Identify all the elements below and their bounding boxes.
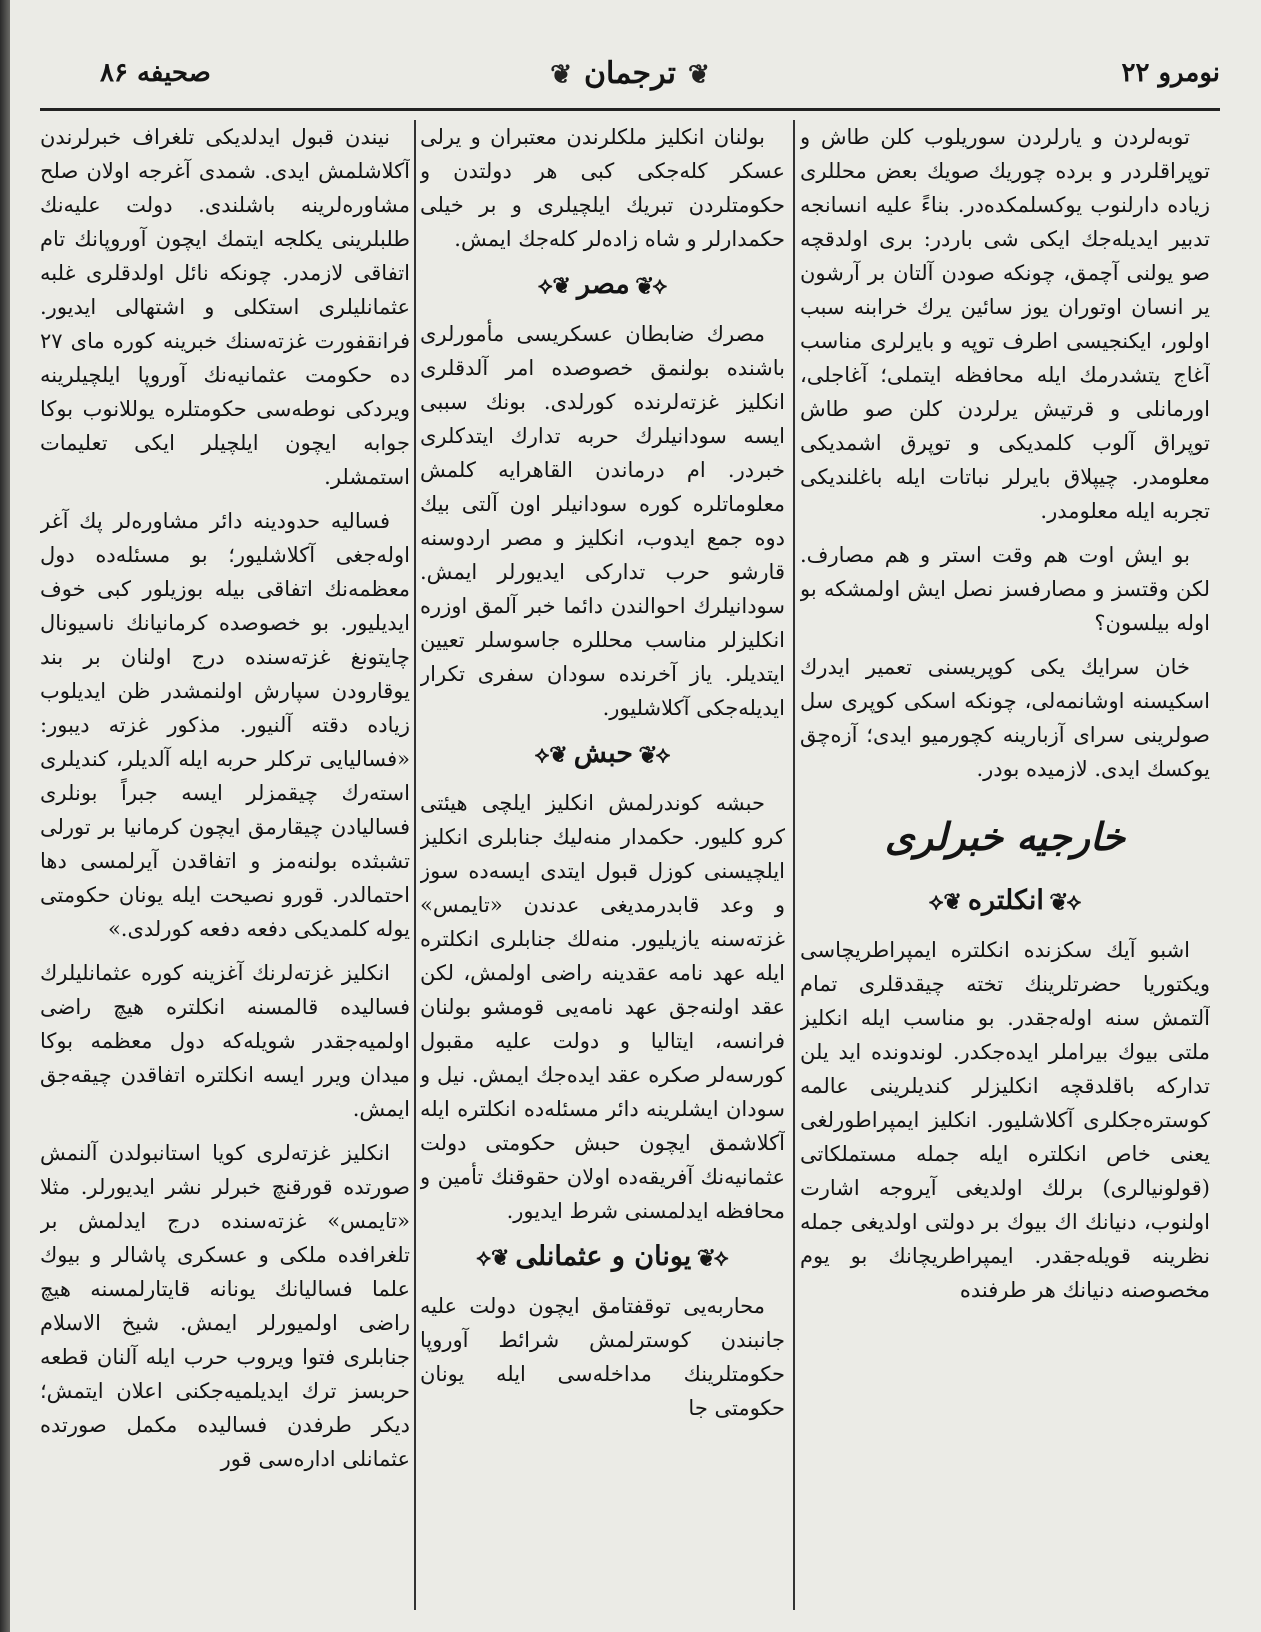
section-heading [420,1240,785,1275]
column-middle [420,120,785,1610]
section-heading [420,737,785,772]
article-paragraph: اشبو آيك سكزنده انكلتره ايمپراطريچاسى ويكتوريا حضرتلرينك تخته چيقدقلرى تمام آلتمش سنه اوله‌جقدر. بو مناسب ايله انكليز ملتى بيوك بيراملر ايده‌جكدر. لوندونده ايد يلن تداركه باقلدقچه انكليزلر كنديلرينى عالمه كوستره‌جكلرى آكلاشليور. انكليز ايمپراطورلغى يعنى خاص انكلتره ايله جمله مستملكاتى (قولونيالرى) برلك اولديغى آيروجه اشارت اولنوب، دنيانك اك بيوك بر دولتى اولديغى جمله نظرينه قويله‌جقدر. ايمپراطريچانك بو يوم مخصوصنه دنيانك هر طرفنده [800,938,1210,1302]
column-divider [414,120,416,1610]
ornament-icon: ❦ [687,60,710,90]
article-paragraph: توبه‌لردن و يارلردن سوريلوب كلن طاش و توپراقلردر و برده چوريك صويك بعض محللرى زياده دارلنوب يوكسلمكده‌در. بناءً عليه انسانجه تدبير ايديله‌جك ايكى شى باردر: برى اولدقچه صو يولنى آچمق، چونكه صودن آلتان بر آرشون ير انسان اوتوران يوز سائين يرك خرابنه سبب اولور، ايكنجيسى اطرف توپه و بايرلرى مناسب آغاج يتشدرمك ايله محافظه ايتملى؛ آغاجلى، اورمانلى و قرتيش يرلردن كلن صو طاش توپراق آلوب كلمديكى و توپرق اشمديكى معلومدر. چيپلاق بايرلر نباتات ايله باغلنديكى تجربه ايله معلومدر. [800,125,1210,523]
article-paragraph: مصرك ضابطان عسكريسى مأمورلرى باشنده بولنمق خصوصده امر آلدقلرى انكليز غزته‌لرنده كورلدى. بونك سببى ايسه سودانيلرك حربه تدارك ايتدكلرى خبردر. ام درماندن القاهرايه كلمش معلوماتلره كوره سودانيلر اون آلتى بيك دوه جمع ايدوب، انكليز و مصر اردوسنه قارشو حرب تداركى ايديورلر ايمش. سودانيلرك احوالندن دائما خبر آلمق اوزره انكليزلر مناسب محللره جاسوسلر تعيين ايتديلر. ياز آخرنده سودان سفرى تكرار ايديله‌جكى آكلاشليور. [420,322,785,720]
column-divider [793,120,795,1610]
ornament-icon: ❦⟡ [476,1245,510,1271]
column-left [40,120,410,1610]
section-heading-england: انكلتره [967,885,1044,916]
ornament-icon: ❦⟡ [534,742,568,768]
page-edge-shadow [0,0,10,1632]
article-paragraph: حبشه كوندرلمش انكليز ايلچى هيئتى كرو كليور. حكمدار منه‌ليك جنابلرى انكليز ايلچيسنى كوزل قبول ايتدى ايسه‌ده سوز و وعد قابدرمديغى عدندن «تايمس» غزته‌سنه يازيليور. منه‌لك جنابلرى انكلتره ايله عهد نامه عقدينه راضى اولمش، لكن عقد اولنه‌جق عهد نامه‌يى قومشو بولنان فرانسه، ايتاليا و دولت عليه مقبول كورسه‌لر صكره عقد ايده‌جك ايمش. نيل و سودان ايشلرينه دائر مسئله‌ده انكلتره ايله آكلاشمق ايچون حبش حكومتى دولت عثمانيه‌نك آفريقه‌ده اولان حقوقنك تأمين و محافظه ايدلمسنى شرط ايديور. [420,791,785,1223]
issue-number: نومرو ۲۲ [1121,58,1220,88]
ornament-icon: ❦ [550,60,573,90]
ornament-icon: ⟡❦ [638,742,671,768]
article-paragraph: محاربه‌يى توقفتامق ايچون دولت عليه جانبندن كوسترلمش شرائط آوروپا حكومتلرينك مداخله‌سى ايله يونان حكومتى جا [420,1294,785,1420]
foreign-news-heading: خارجيه خبرلرى [884,814,1126,859]
masthead [40,50,1220,110]
page-number: صحيفه ۸۶ [100,58,211,88]
article-paragraph: بو ايش اوت هم وقت استر و هم مصارف. لكن وقتسز و مصارفسز نصل ايش اولمشكه بو اوله بيلسون؟ [800,543,1210,635]
article-paragraph: انكليز غزته‌لرنك آغزينه كوره عثمانليلرك فساليده قالمسنه انكلتره هيچ راضى اولميه‌جقدر شويله‌كه دول معظمه بوكا ميدان ويرر ايسه انكلتره اتفاقدن چيقه‌جق ايمش. [40,961,410,1121]
section-heading-greece-ottoman: يونان و عثمانلى [515,1241,692,1272]
ornament-icon: ❦⟡ [537,273,571,299]
article-paragraph: انكليز غزته‌لرى كويا استانبولدن آلنمش صورتده قورقنچ خبرلر نشر ايديورلر. مثلا «تايمس» غزته‌سنده درج ايدلمش بر تلغرافده ملكى و عسكرى پاشالر و بيوك علما فساليانك يونانه قايتارلمسنه هيچ راضى اولميورلر ايمش. شيخ الاسلام جنابلرى فتوا ويروب حرب ايله آلنان قطعه حربسز ترك ايديلميه‌جكنى اعلان ايتمش؛ ديكر طرفدن فساليده مكمل صورتده عثمانلى اداره‌سى قور [40,1141,410,1471]
article-paragraph: بولنان انكليز ملكلرندن معتبران و يرلى عسكر كله‌جكى كبى هر دولتدن و حكومتلردن تبريك ايلچيلرى و بر خيلى حكمدارلر و شاه زاده‌لر كله‌جك ايمش. [420,125,785,251]
ornament-icon: ⟡❦ [697,1245,729,1271]
article-paragraph: فساليه حدودينه دائر مشاوره‌لر پك آغر اوله‌جغى آكلاشليور؛ بو مسئله‌ده دول معظمه‌نك اتفاقى بيله بوزيلور كبى خوف ايديليور. بو خصوصده كرمانيانك ناسيونال چايتونغ غزته‌سنده درج اولنان بر بند يوقارودن سپارش اولنمشدر ظن ايديلوب زياده دقته آلنيور. مذكور غزته ديبور: «فساليايى تركلر حربه ايله آلديلر، كنديلرى استه‌رك چيقمزلر ايسه جبراً بونلرى فساليادن چيقارمق ايچون كرمانيا بر تورلى تشبثده بولنه‌مز و اتفاقدن آيرلمسى دها احتمالدر. قورو نصيحت ايله يونان حكومتى يوله كلمديكى دفعه دفعه كورلدى.» [40,509,410,941]
section-heading [420,268,785,303]
ornament-icon: ⟡❦ [635,273,668,299]
masthead-rule [40,108,1220,111]
section-heading-egypt: مصر [576,269,630,300]
column-right [800,120,1210,1610]
newspaper-title: ترجمان [584,56,676,91]
ornament-icon: ⟡❦ [1049,889,1082,915]
newspaper-title-block [538,56,722,91]
section-heading-abyssinia: حبش [573,738,633,769]
section-heading [800,884,1210,919]
article-paragraph: نيندن قبول ايدلديكى تلغراف خبرلرندن آكلاشلمش ايدى. شمدى آغرجه اولان صلح مشاوره‌لرينه باشلندى. دولت عليه‌نك طلبلرينى يكلجه ايتمك ايچون آوروپانك تام اتفاقى لازمدر. چونكه نائل اولدقلرى غلبه عثمانليلرى استكلى و اشتهالى ايديور. فرانقفورت غزته‌سنك خبرينه كوره ماى ۲۷ ده حكومت عثمانيه‌نك آوروپا ايلچيلرينه ويردكى نوطه‌سى حكومتلره يوللانوب بوكا جوابه ايچون ايلچيلر ايكى تعليمات استمشلر. [40,125,410,489]
ornament-icon: ❦⟡ [928,889,962,915]
article-paragraph: خان سرايك يكى كوپريسنى تعمير ايدرك اسكيسنه اوشانمه‌لى، چونكه اسكى كوپرى سل صولرينى سراى آزبارينه كچورميو ايدى؛ آزه‌چق يوكسك ايدى. لازميده بودر. [800,655,1210,781]
